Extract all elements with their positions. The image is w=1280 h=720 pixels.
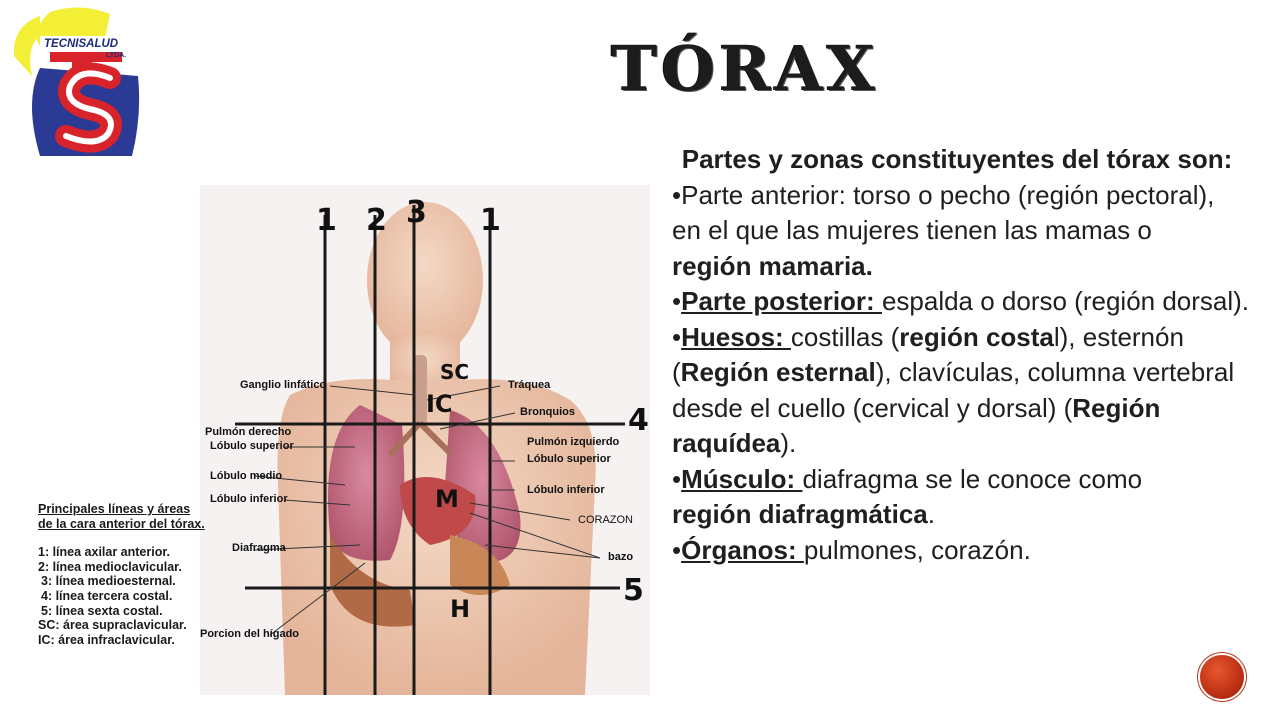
label-lobulo-inferior-derecho: Lóbulo inferior <box>210 493 288 505</box>
company-logo <box>10 6 150 166</box>
line-number-1-left: 1 <box>316 203 337 238</box>
bullet-organos <box>672 533 1272 569</box>
huesos-bold-2: Región esternal <box>680 357 876 387</box>
anterior-text: Parte anterior: torso o pecho (región pectoral), en el que las mujeres tienen las mamas o <box>672 179 1215 245</box>
bullet: • <box>672 179 682 210</box>
label-pulmon-derecho: Pulmón derecho <box>205 426 292 438</box>
legend-item: IC: área infraclavicular. <box>38 632 175 645</box>
content-heading: Partes y zonas constituyentes del tórax son: <box>681 144 1233 174</box>
next-slide-button[interactable] <box>1200 655 1244 699</box>
legend-item: 3: línea medioesternal. <box>41 574 176 589</box>
line-number-2: 2 <box>366 203 387 238</box>
huesos-bold-1: región costa <box>899 321 1054 352</box>
legend-item: 4: línea tercera costal. <box>41 588 173 603</box>
zone-sc: SC <box>440 360 470 384</box>
legend-title: Principales líneas y áreas de la cara anterior del tórax. <box>38 502 205 531</box>
label-diafragma: Diafragma <box>232 542 286 554</box>
bullet: • <box>672 286 682 316</box>
huesos-text-2: l), esternón ( <box>672 321 1184 387</box>
line-number-3: 3 <box>406 195 427 230</box>
organos-text: pulmones, corazón. <box>803 534 1031 565</box>
anterior-bold: región mamaria. <box>672 250 873 281</box>
musculo-bold: región diafragmática <box>672 499 928 529</box>
organos-label: Órganos: <box>681 534 804 565</box>
label-ganglio: Ganglio linfático <box>240 379 327 391</box>
page-title: TÓRAX <box>611 32 879 105</box>
label-lobulo-inferior-izquierdo: Lóbulo inferior <box>527 484 605 496</box>
huesos-label: Huesos: <box>681 321 791 352</box>
huesos-bold-3: Región raquídea <box>672 392 1161 458</box>
label-lobulo-medio: Lóbulo medio <box>210 470 283 482</box>
label-bazo: bazo <box>608 551 634 563</box>
legend-item: 1: línea axilar anterior. <box>38 545 171 560</box>
logo-subtext: LTDA. <box>106 52 127 59</box>
musculo-end: . <box>927 499 935 529</box>
bullet: • <box>672 321 682 352</box>
label-pulmon-izquierdo: Pulmón izquierdo <box>527 436 620 448</box>
label-traquea: Tráquea <box>508 379 551 391</box>
bullet-anterior <box>672 178 1232 285</box>
label-corazon: CORAZON <box>578 514 633 526</box>
bullet-posterior <box>672 284 1272 320</box>
bullet-musculo <box>672 462 1172 533</box>
posterior-text: espalda o dorso (región dorsal). <box>881 286 1250 316</box>
zone-ic: IC <box>426 390 453 418</box>
legend-item: 2: línea medioclavicular. <box>38 559 182 574</box>
label-bronquios: Bronquios <box>520 406 575 418</box>
label-lobulo-superior-izquierdo: Lóbulo superior <box>527 453 611 465</box>
huesos-text-3: ), clavículas, columna vertebral desde el cuello (cervical y dorsal) ( <box>672 357 1235 423</box>
figure-legend <box>38 502 208 645</box>
legend-item: SC: área supraclavicular. <box>38 618 187 633</box>
bullet: • <box>672 534 682 565</box>
label-lobulo-superior-derecho: Lóbulo superior <box>210 440 294 452</box>
musculo-label: Músculo: <box>681 463 803 494</box>
line-number-1-right: 1 <box>480 203 501 238</box>
content-text <box>672 142 1272 568</box>
logo-text: TECNISALUD <box>44 38 119 50</box>
posterior-label: Parte posterior: <box>681 286 882 316</box>
musculo-text: diafragma se le conoce como <box>802 463 1143 494</box>
bullet: • <box>672 463 682 494</box>
huesos-text-4: ). <box>780 428 797 458</box>
line-number-5: 5 <box>623 573 644 608</box>
label-higado: Porcion del hígado <box>200 628 300 640</box>
zone-h: H <box>450 595 471 623</box>
zone-m: M <box>435 485 459 513</box>
huesos-text-1: costillas ( <box>790 321 900 352</box>
line-number-4: 4 <box>628 403 649 438</box>
legend-item: 5: línea sexta costal. <box>41 603 163 618</box>
bullet-huesos <box>672 320 1252 462</box>
